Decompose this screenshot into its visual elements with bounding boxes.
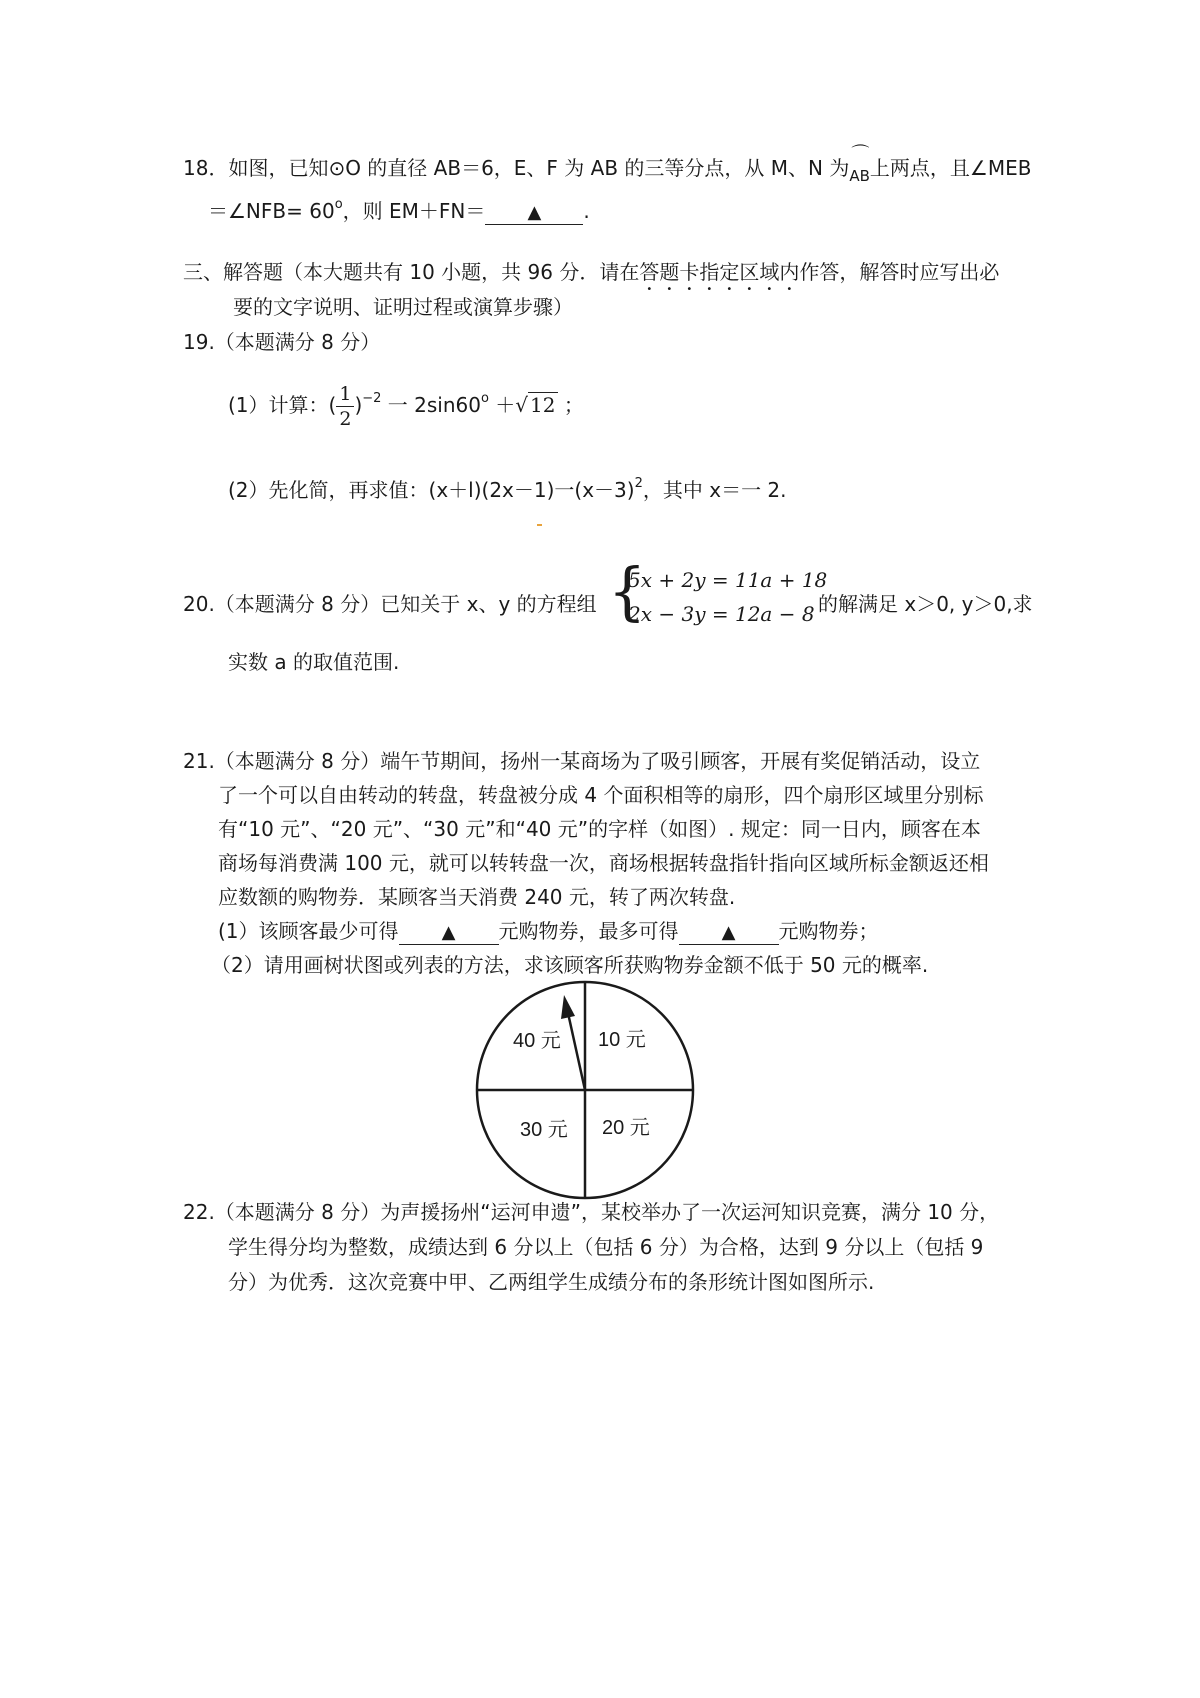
sector-label-40: 40 元 bbox=[513, 1030, 561, 1052]
q20-line-1a: 20.（本题满分 8 分）已知关于 x、y 的方程组 bbox=[183, 592, 597, 616]
equation-system bbox=[608, 555, 828, 632]
left-brace: { bbox=[608, 555, 647, 629]
q21-part-1: (1）该顾客最少可得 ▲ 元购物券，最多可得 ▲ 元购物券； bbox=[218, 919, 879, 943]
q21-part-2: （2）请用画树状图或列表的方法，求该顾客所获购物券金额不低于 50 元的概率. bbox=[211, 953, 929, 977]
q19-header: 19.（本题满分 8 分） bbox=[183, 330, 381, 354]
spinner-figure bbox=[470, 975, 700, 1205]
fraction-one-half: $\frac{1}{2}$ bbox=[336, 382, 354, 431]
q22-line-2: 学生得分均为整数，成绩达到 6 分以上（包括 6 分）为合格，达到 9 分以上（包括 9 bbox=[228, 1235, 984, 1259]
sector-label-20: 20 元 bbox=[602, 1117, 650, 1139]
q18-line-2: ＝∠NFB= $60^o$，则 EM＋FN＝ ▲ . bbox=[208, 197, 590, 223]
sector-label-10: 10 元 bbox=[598, 1029, 646, 1051]
sector-label-30: 30 元 bbox=[520, 1119, 568, 1141]
q22-line-3: 分）为优秀．这次竞赛中甲、乙两组学生成绩分布的条形统计图如图所示. bbox=[228, 1270, 875, 1294]
arc-symbol: ⌒ bbox=[851, 144, 870, 165]
q22-line-1: 22.（本题满分 8 分）为声援扬州“运河申遗”，某校举办了一次运河知识竞赛，满分 10 分， bbox=[183, 1200, 1000, 1224]
section3-line-1: 三、解答题（本大题共有 10 小题，共 96 分．请在答题卡指定区域内作答，解答时应写出必 bbox=[183, 260, 1000, 284]
q18-answer-blank[interactable]: ▲ bbox=[485, 200, 583, 225]
q21-line-3: 有“10 元”、“20 元”、“30 元”和“40 元”的字样（如图）. 规定：同一日内，顾客在本 bbox=[218, 817, 981, 841]
q18-line-1: 18．如图，已知⊙O 的直径 AB＝6，E、F 为 AB 的三等分点，从 M、N 为 ⌒ $_{AB}$上两点，且∠MEB bbox=[183, 154, 1031, 190]
stray-mark bbox=[537, 524, 542, 526]
emphasis-text: 答题卡指定区域内 bbox=[639, 260, 800, 284]
q21-line-4: 商场每消费满 100 元，就可以转转盘一次，商场根据转盘指针指向区域所标金额返还相 bbox=[218, 851, 989, 875]
equation-1: 5x + 2y = 11a + 18 bbox=[628, 568, 828, 592]
q21-line-5: 应数额的购物券．某顾客当天消费 240 元，转了两次转盘. bbox=[218, 885, 736, 909]
q19-part-1: (1）计算：( $\frac{1}{2}$ )$^{-2}$ 一 2sin60$^o$ ＋√ 12 ； bbox=[228, 383, 584, 430]
spinner-pointer-arrowhead bbox=[561, 995, 575, 1019]
square-root: √ 12 bbox=[515, 393, 556, 417]
q21-line-1: 21.（本题满分 8 分）端午节期间，扬州一某商场为了吸引顾客，开展有奖促销活动，设立 bbox=[183, 749, 981, 773]
equation-2: 2x − 3y = 12a − 8 bbox=[628, 602, 815, 626]
spinner-pointer-shaft bbox=[568, 1013, 585, 1090]
arc-ab: ⌒ $_{AB}$ bbox=[849, 144, 870, 185]
q19-part-2: (2）先化简，再求值：(x＋l)(2x－1)一$(x-3)^2$，其中 x＝一 2. bbox=[228, 476, 787, 502]
q20-line-1b: 的解满足 x＞0, y＞0,求 bbox=[818, 592, 1033, 616]
q21-max-blank[interactable]: ▲ bbox=[679, 920, 779, 945]
section3-line-2: 要的文字说明、证明过程或演算步骤） bbox=[233, 295, 573, 319]
q20-line-2: 实数 a 的取值范围. bbox=[228, 650, 400, 674]
q21-min-blank[interactable]: ▲ bbox=[399, 920, 499, 945]
q21-line-2: 了一个可以自由转动的转盘，转盘被分成 4 个面积相等的扇形，四个扇形区域里分别标 bbox=[218, 783, 984, 807]
